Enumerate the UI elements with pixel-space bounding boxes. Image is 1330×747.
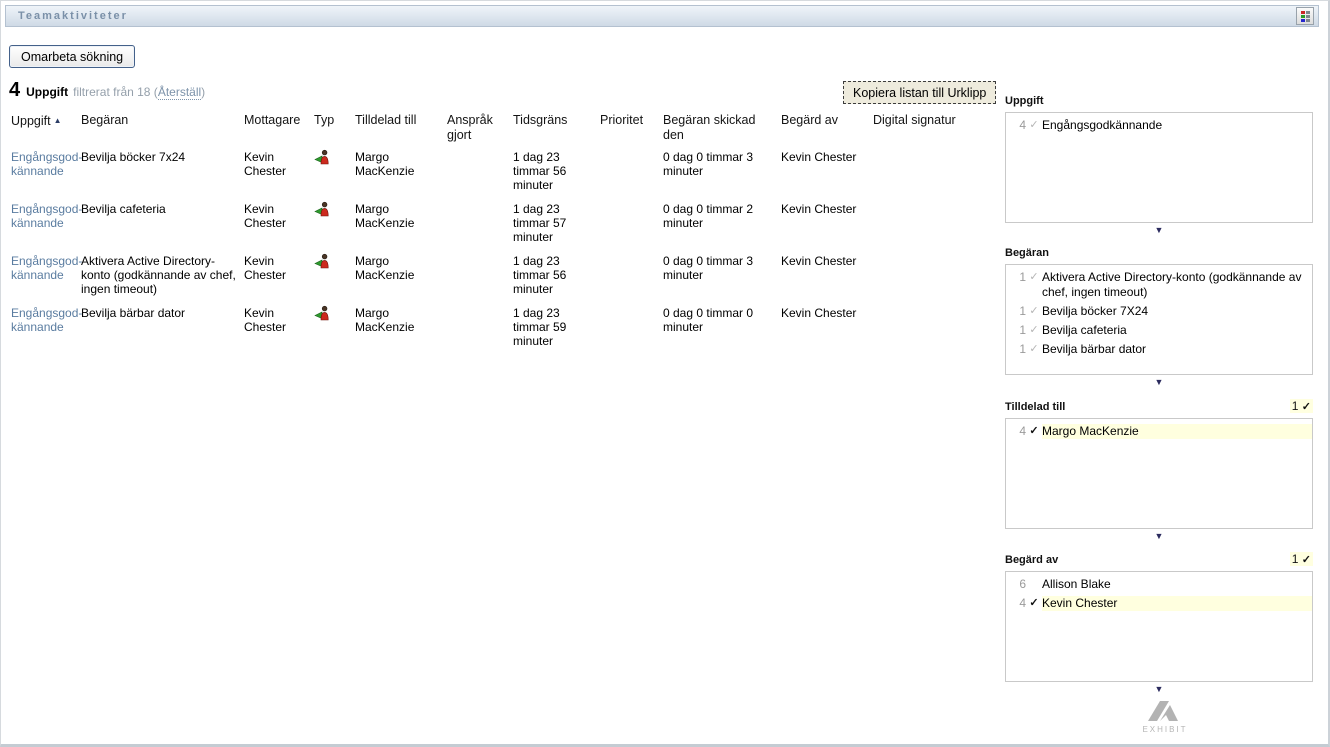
task-link[interactable]: Engångsgod-kännande xyxy=(11,150,83,178)
filter-item-count: 1 xyxy=(1019,342,1026,356)
cell-digital-signatur xyxy=(873,306,983,358)
grid-square-gray xyxy=(1306,15,1310,18)
filter-item-label: Bevilja cafeteria xyxy=(1042,323,1127,337)
cell-prioritet xyxy=(600,202,663,254)
cell-uppgift xyxy=(11,306,81,358)
filter-panel-title: Begäran xyxy=(1005,247,1050,259)
cell-typ xyxy=(314,150,355,202)
expand-panel-arrow-icon[interactable]: ▼ xyxy=(1154,225,1164,235)
cell-prioritet xyxy=(600,254,663,306)
cell-typ xyxy=(314,306,355,358)
cell-tidsgrans: 1 dag 23 timmar 57 minuter xyxy=(513,202,567,244)
cell-begard-av: Kevin Chester xyxy=(781,150,857,164)
column-header-tilldelad-till[interactable]: Tilldelad till xyxy=(355,113,417,127)
cell-skickad-den: 0 dag 0 timmar 3 minuter xyxy=(663,150,754,178)
cell-uppgift xyxy=(11,202,81,254)
filter-list xyxy=(1005,112,1313,223)
cell-ansprak-gjort xyxy=(447,202,513,254)
expand-panel-arrow-icon[interactable]: ▼ xyxy=(1154,377,1164,387)
cell-digital-signatur xyxy=(873,254,983,306)
selected-filter-badge xyxy=(1290,552,1313,566)
filter-item[interactable] xyxy=(1006,596,1312,611)
column-header-typ[interactable]: Typ xyxy=(314,113,335,127)
filter-item-count: 1 xyxy=(1019,270,1026,284)
filter-item-label: Bevilja böcker 7X24 xyxy=(1042,304,1149,318)
grid-square-green xyxy=(1301,15,1305,18)
column-header-prioritet[interactable]: Prioritet xyxy=(600,113,644,127)
column-header-mottagare[interactable]: Mottagare xyxy=(244,113,301,127)
cell-begaran: Bevilja bärbar dator xyxy=(81,306,186,320)
watermark-label: EXHIBIT xyxy=(1142,725,1188,734)
cell-tilldelad-till: Margo MacKenzie xyxy=(355,202,415,230)
cell-begard-av: Kevin Chester xyxy=(781,254,857,268)
copy-list-to-clipboard-button[interactable]: Kopiera listan till Urklipp xyxy=(843,81,996,104)
cell-uppgift xyxy=(11,150,81,202)
expand-panel-arrow-icon[interactable]: ▼ xyxy=(1154,531,1164,541)
cell-begard-av: Kevin Chester xyxy=(781,306,857,320)
tasks-table xyxy=(11,113,983,358)
sort-ascending-icon: ▲ xyxy=(53,116,62,125)
cell-begaran: Aktivera Active Directory-konto (godkännande av chef, ingen timeout) xyxy=(81,254,236,296)
cell-prioritet xyxy=(600,306,663,358)
filter-item[interactable] xyxy=(1006,118,1312,133)
refine-search-button[interactable]: Omarbeta sökning xyxy=(9,45,135,68)
filter-list xyxy=(1005,571,1313,682)
task-row xyxy=(11,306,983,358)
filter-item-count: 1 xyxy=(1019,304,1026,318)
cell-skickad-den: 0 dag 0 timmar 2 minuter xyxy=(663,202,754,230)
check-icon: ✓ xyxy=(1029,597,1039,609)
result-unit: Uppgift xyxy=(26,85,69,99)
filter-panel-title: Tilldelad till 1 ✓ xyxy=(1005,399,1311,413)
task-row xyxy=(11,150,983,202)
task-row xyxy=(11,254,983,306)
task-row xyxy=(11,202,983,254)
check-icon: ✓ xyxy=(1029,271,1039,283)
column-header-digital-signatur[interactable]: Digital signatur xyxy=(873,113,956,127)
filtered-text-end: ) xyxy=(201,85,206,99)
filter-item-count: 1 xyxy=(1019,323,1026,337)
task-link[interactable]: Engångsgod-kännande xyxy=(11,306,83,334)
cell-uppgift xyxy=(11,254,81,306)
column-header-ansprak-gjort[interactable]: Anspråk gjort xyxy=(447,113,493,142)
filter-item-label: Allison Blake xyxy=(1042,577,1111,591)
cell-begaran: Bevilja cafeteria xyxy=(81,202,166,216)
check-icon: ✓ xyxy=(1029,343,1039,355)
result-summary xyxy=(9,79,205,102)
task-link[interactable]: Engångsgod-kännande xyxy=(11,202,83,230)
filter-item-count: 4 xyxy=(1019,596,1026,610)
cell-tidsgrans: 1 dag 23 timmar 56 minuter xyxy=(513,150,567,192)
column-header-begaran[interactable]: Begäran xyxy=(81,113,129,127)
reset-filter-link[interactable]: Återställ xyxy=(157,85,202,99)
cell-digital-signatur xyxy=(873,150,983,202)
cell-typ xyxy=(314,254,355,306)
cell-begaran: Bevilja böcker 7x24 xyxy=(81,150,186,164)
filter-panel-title: Uppgift xyxy=(1005,95,1044,107)
filter-list xyxy=(1005,264,1313,375)
column-header-begard-av[interactable]: Begärd av xyxy=(781,113,838,127)
filter-panel-tilldelad-till xyxy=(1005,401,1313,541)
filter-item-label: Margo MacKenzie xyxy=(1042,424,1312,439)
grid-square-red xyxy=(1301,11,1305,14)
cell-tidsgrans: 1 dag 23 timmar 56 minuter xyxy=(513,254,567,296)
selected-count: 1 xyxy=(1291,399,1299,413)
cell-skickad-den: 0 dag 0 timmar 0 minuter xyxy=(663,306,754,334)
selected-filter-badge xyxy=(1290,399,1313,413)
task-link[interactable]: Engångsgod-kännande xyxy=(11,254,83,282)
cell-tilldelad-till: Margo MacKenzie xyxy=(355,150,415,178)
table-header-row xyxy=(11,113,983,150)
filter-item-label: Engångsgodkännande xyxy=(1042,118,1163,132)
result-count: 4 xyxy=(9,79,21,101)
cell-prioritet xyxy=(600,150,663,202)
filter-item[interactable] xyxy=(1006,342,1312,357)
grid-square-gray xyxy=(1306,11,1310,14)
cell-tilldelad-till: Margo MacKenzie xyxy=(355,254,415,282)
user-flag-icon xyxy=(314,149,330,165)
check-icon: ✓ xyxy=(1301,401,1311,413)
cell-typ xyxy=(314,202,355,254)
selected-count: 1 xyxy=(1291,552,1299,566)
cell-tidsgrans: 1 dag 23 timmar 59 minuter xyxy=(513,306,567,348)
expand-panel-arrow-icon[interactable]: ▼ xyxy=(1154,684,1164,694)
check-icon: ✓ xyxy=(1029,119,1039,131)
cell-mottagare: Kevin Chester xyxy=(244,254,287,282)
cell-digital-signatur xyxy=(873,202,983,254)
title-bar xyxy=(5,5,1319,27)
cell-mottagare: Kevin Chester xyxy=(244,202,287,230)
check-icon: ✓ xyxy=(1029,305,1039,317)
check-icon: ✓ xyxy=(1029,425,1039,437)
column-header-uppgift[interactable]: Uppgift ▲ xyxy=(11,114,62,128)
cell-ansprak-gjort xyxy=(447,150,513,202)
filter-item[interactable] xyxy=(1006,577,1312,592)
filter-item-count: 4 xyxy=(1019,424,1026,438)
filter-panel-begaran xyxy=(1005,247,1313,387)
user-flag-icon xyxy=(314,253,330,269)
cell-begard-av: Kevin Chester xyxy=(781,202,857,216)
cell-mottagare: Kevin Chester xyxy=(244,306,287,334)
filter-item[interactable] xyxy=(1006,304,1312,319)
window-options-button[interactable] xyxy=(1296,7,1314,25)
filter-panel-begard-av xyxy=(1005,554,1313,694)
no-check-spacer xyxy=(1026,577,1042,592)
filter-item[interactable] xyxy=(1006,424,1312,439)
user-flag-icon xyxy=(314,305,330,321)
legend-grid-icon xyxy=(1301,11,1310,22)
filter-item-count: 4 xyxy=(1019,118,1026,132)
filter-list xyxy=(1005,418,1313,529)
filter-item[interactable] xyxy=(1006,270,1312,300)
filter-item-label: Bevilja bärbar dator xyxy=(1042,342,1147,356)
exhibit-watermark xyxy=(1129,700,1201,734)
exhibit-logo-icon xyxy=(1145,700,1185,722)
filtered-text: filtrerat från 18 ( xyxy=(73,85,158,99)
cell-ansprak-gjort xyxy=(447,306,513,358)
page-title: Teamaktiviteter xyxy=(18,10,128,22)
filter-item-label: Aktivera Active Directory-konto (godkännande av chef, ingen timeout) xyxy=(1042,270,1302,299)
grid-square-blue xyxy=(1301,19,1305,22)
filter-panel-uppgift xyxy=(1005,95,1313,235)
grid-square-gray xyxy=(1306,19,1310,22)
cell-ansprak-gjort xyxy=(447,254,513,306)
cell-tilldelad-till: Margo MacKenzie xyxy=(355,306,415,334)
column-header-begaran-skickad-den[interactable]: Begäran skickad den xyxy=(663,113,756,142)
cell-mottagare: Kevin Chester xyxy=(244,150,287,178)
user-flag-icon xyxy=(314,201,330,217)
filter-panel-title: Begärd av 1 ✓ xyxy=(1005,552,1311,566)
filter-item[interactable] xyxy=(1006,323,1312,338)
check-icon: ✓ xyxy=(1029,324,1039,336)
filter-item-count: 6 xyxy=(1019,577,1026,591)
column-header-tidsgrans[interactable]: Tidsgräns xyxy=(513,113,568,127)
check-icon: ✓ xyxy=(1301,554,1311,566)
cell-skickad-den: 0 dag 0 timmar 3 minuter xyxy=(663,254,754,282)
filter-item-label: Kevin Chester xyxy=(1042,596,1312,611)
